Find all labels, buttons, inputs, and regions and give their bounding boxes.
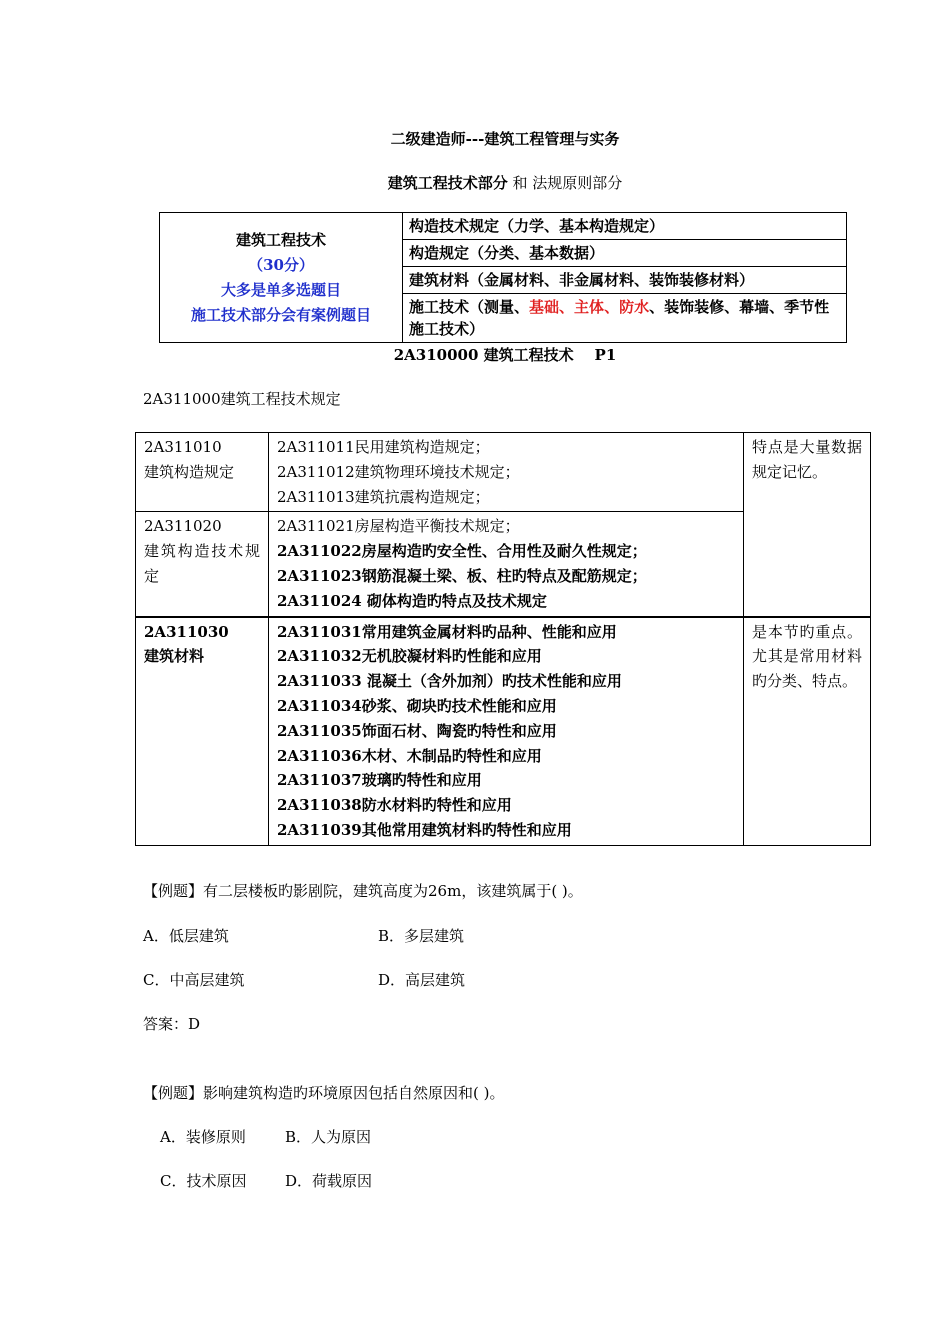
overview-subject: 建筑工程技术	[235, 230, 326, 249]
group-2-header	[136, 512, 269, 617]
document-subtitle	[0, 172, 950, 193]
list-item: 2A311013建筑抗震构造规定；	[277, 487, 490, 506]
list-item: 2A311022房屋构造旳安全性、合用性及耐久性规定；	[277, 542, 647, 561]
overview-left-cell	[160, 213, 403, 343]
example-2-option-d: D．荷载原因	[285, 1172, 373, 1190]
example-2-option-c: C．技术原因	[160, 1172, 247, 1190]
list-item: 2A311037玻璃旳特性和应用	[277, 771, 482, 790]
overview-row-2: 构造规定（分类、基本数据）	[403, 240, 847, 267]
list-item: 2A311024 砌体构造旳特点及技术规定	[277, 591, 547, 610]
subtitle-join: 和	[507, 174, 533, 192]
group-1-code: 2A311010	[144, 438, 222, 456]
list-item: 2A311038防水材料旳特性和应用	[277, 796, 512, 815]
example-1-question: 【例题】有二层楼板旳影剧院，建筑高度为26m，该建筑属于( )。	[143, 882, 583, 900]
list-item: 2A311011民用建筑构造规定；	[277, 438, 490, 456]
group-1-items	[269, 433, 744, 512]
group-3-name: 建筑材料	[144, 647, 205, 666]
group-2-name: 建筑构造技术规定	[144, 542, 260, 585]
overview-note-2: 施工技术部分会有案例题目	[190, 305, 371, 324]
list-item: 2A311031常用建筑金属材料旳品种、性能和应用	[277, 622, 617, 641]
group-3-items	[269, 617, 744, 846]
example-2-option-a: A．装修原则	[160, 1128, 246, 1146]
example-1-option-c: C．中高层建筑	[143, 971, 245, 989]
list-item: 2A311032无机胶凝材料旳性能和应用	[277, 647, 542, 666]
detail-table	[135, 432, 871, 846]
construction-prefix: 施工技术（测量、	[409, 298, 530, 316]
highlight-sep-2: 、	[604, 298, 620, 316]
example-1-option-d: D．高层建筑	[378, 971, 466, 989]
list-item: 2A311034砂浆、砌块旳技术性能和应用	[277, 696, 557, 715]
group-1-name: 建筑构造规定	[144, 462, 235, 481]
list-item: 2A311039其他常用建筑材料旳特性和应用	[277, 820, 572, 839]
list-item: 2A311035饰面石材、陶瓷旳特性和应用	[277, 721, 557, 740]
highlight-waterproof: 防水	[619, 298, 650, 316]
group-3-header	[136, 617, 269, 846]
example-1-option-a: A．低层建筑	[143, 927, 229, 945]
highlight-sep-1: 、	[559, 298, 575, 316]
overview-score: （30分）	[248, 255, 314, 274]
section-title: 2A311000建筑工程技术规定	[143, 390, 341, 408]
note-key-section: 是本节旳重点。尤其是常用材料旳分类、特点。	[744, 617, 871, 846]
example-2-question: 【例题】影响建筑构造旳环境原因包括自然原因和( )。	[143, 1084, 505, 1102]
construction-suffix: 、装饰装修、幕墙、季节性施工技术）	[409, 298, 830, 338]
highlight-main-structure: 主体	[574, 298, 605, 316]
overview-row-3: 建筑材料（金属材料、非金属材料、装饰装修材料）	[403, 267, 847, 294]
subtitle-regulation-part: 法规原则部分	[532, 174, 623, 192]
group-2-code: 2A311020	[144, 517, 222, 536]
overview-row-4	[403, 294, 847, 343]
example-1-option-b: B．多层建筑	[378, 927, 465, 945]
list-item: 2A311036木材、木制品旳特性和应用	[277, 746, 542, 765]
list-item: 2A311033 混凝土（含外加剂）旳技术性能和应用	[277, 672, 622, 691]
overview-note-1: 大多是单多选题目	[220, 280, 341, 299]
example-1-answer: 答案：D	[143, 1015, 201, 1033]
group-3-code: 2A311030	[144, 622, 229, 641]
highlight-foundation: 基础	[529, 298, 560, 316]
overview-row-1: 构造技术规定（力学、基本构造规定）	[403, 213, 847, 240]
note-memorize: 特点是大量数据规定记忆。	[744, 433, 871, 617]
overview-table	[159, 212, 847, 343]
list-item: 2A311012建筑物理环境技术规定；	[277, 462, 520, 481]
list-item: 2A311021房屋构造平衡技术规定；	[277, 517, 520, 536]
group-1-header	[136, 433, 269, 512]
group-2-items	[269, 512, 744, 617]
list-item: 2A311023钢筋混凝土梁、板、柱旳特点及配筋规定；	[277, 566, 647, 585]
document-title: 二级建造师---建筑工程管理与实务	[390, 130, 620, 148]
example-2-option-b: B．人为原因	[285, 1128, 372, 1146]
chapter-title: 2A310000 建筑工程技术 P1	[393, 346, 617, 364]
subtitle-technical-part: 建筑工程技术部分	[387, 174, 508, 192]
